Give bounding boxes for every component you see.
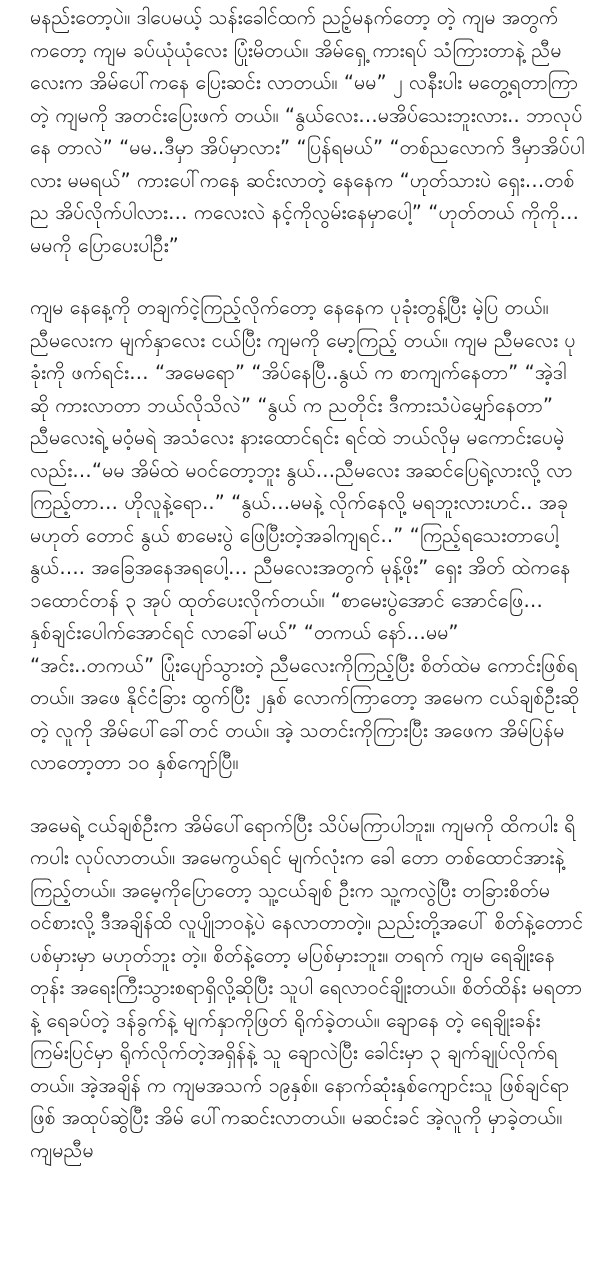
paragraph-3: အမေရဲ့ ငယ်ချစ်ဦးက အိမ်ပေါ်ရောက်ပြီး သိပ်မကြာပါဘူး။ ကျမကို ထိကပါး ရိကပါး လုပ်လာတယ်။ အမေကွယ်ရင် မျက်လုံးက ခေါ တော တစ်ထောင်အားနဲ့ ကြည့်တယ်။ အမေ့ကိုပြောတော့ သူ့ငယ်ချစ် ဦးက သူ့ကလွဲပြီး တခြားစိတ်မဝင်စားလို့ ဒီအချိန်ထိ လူပျိုဘဝနဲ့ပဲ နေလာတာတဲ့။ ညည်းတို့အပေါ် စိတ်နဲ့တောင် ပစ်မှားမှာ မဟုတ်ဘူး တဲ့။ စိတ်နဲ့တော့ မပြစ်မှားဘူး။ တရက် ကျမ ရေချိုးနေတုန်း အရေးကြီးသွားစရာရှိလို့ဆိုပြီး သူပါ ရေလာဝင်ချိုးတယ်။ စိတ်ထိန်း မရတာနဲ့ ရေခပ်တဲ့ ဒန်ခွက်နဲ့ မျက်နှာကိုဖြတ် ရိုက်ခဲ့တယ်။ ချောနေ တဲ့ ရေချိုးခန်းကြမ်းပြင်မှာ ရိုက်လိုက်တဲ့အရှိန်နဲ့ သူ ချောလဲပြီး ခေါင်းမှာ ၃ ချက်ချုပ်လိုက်ရတယ်။ အဲ့အချိန် က ကျမအသက် ၁၉နှစ်။ နောက်ဆုံးနှစ်ကျောင်းသူ ဖြစ်ချင်ရာဖြစ် အထုပ်ဆွဲပြီး အိမ် ပေါ်ကဆင်းလာတယ်။ မဆင်းခင် အဲ့လူကို မှာခဲ့တယ်။ ကျမညီမ xyxy=(30,813,590,1162)
paragraph-1: မနည်းတော့ပဲ။ ဒါပေမယ့် သန်းခေါင်ထက် ညဥ့်မနက်တော့ တဲ့ ကျမ အတွက်ကတော့ ကျမ ခပ်ယုံယုံလေး ပြုံးမိတယ်။ အိမ်ရှေ့ ကားရပ် သံကြားတာနဲ့ ညီမလေးက အိမ်ပေါ်ကနေ ပြေးဆင်း လာတယ်။ “မမ” ၂ လနီးပါး မတွေ့ရတာကြာတဲ့ ကျမကို အတင်းပြေးဖက် တယ်။ “နွယ်လေး…မအိပ်သေးဘူးလား.. ဘာလုပ်နေ တာလဲ” “မမ..ဒီမှာ အိပ်မှာလား” “ပြန်ရမယ်” “တစ်ညလောက် ဒီမှာအိပ်ပါ လား မမရယ်” ကားပေါ်ကနေ ဆင်းလာတဲ့ နေနေက “ဟုတ်သားပဲ ရှေး…တစ်ည အိပ်လိုက်ပါလား… ကလေးလဲ နင့်ကိုလွမ်းနေမှာပေါ့” “ဟုတ်တယ် ကိုကို…မမကို ပြောပေးပါဦး” xyxy=(30,6,591,257)
paragraph-2: ကျမ နေနေ့ကို တချက်ငဲ့ကြည့်လိုက်တော့ နေနေက ပုခုံးတွန့်ပြီး မဲ့ပြ တယ်။ ညီမလေးက မျက်နှာလေး ငယ်ပြီး ကျမကို မော့ကြည့် တယ်။ ကျမ ညီမလေး ပုခုံးကို ဖက်ရင်း… “အမေရော” “အိပ်နေပြီ..နွယ် က စာကျက်နေတာ” “အဲ့ဒါဆို ကားလာတာ ဘယ်လိုသိလဲ” “နွယ် က ညတိုင်း ဒီကားသံပဲမျှော်နေတာ” ညီမလေးရဲ့ မဝံ့မရဲ အသံလေး နားထောင်ရင်း ရင်ထဲ ဘယ်လိုမှ မကောင်းပေမဲ့ လည်း…“မမ အိမ်ထဲ မဝင်တော့ဘူး နွယ်…ညီမလေး အဆင်ပြေရဲ့လားလို့ လာကြည့်တာ… ဟိုလူနဲ့ရော..” “နွယ်…မမနဲ့ လိုက်နေလို့ မရဘူးလားဟင်.. အခုမဟုတ် တောင် နွယ် စာမေးပွဲ ဖြေပြီးတဲ့အခါကျရင်..” “ကြည့်ရသေးတာပေါ့ နွယ်…. အခြေအနေအရပေါ့… ညီမလေးအတွက် မုန့်ဖိုး” ရှေး အိတ် ထဲကနေ ၁ထောင်တန် ၃ အုပ် ထုတ်ပေးလိုက်တယ်။ “စာမေးပွဲအောင် အောင်ဖြေ… နှစ်ချင်းပေါက်အောင်ရင် လာခေါ်မယ်” “တကယ် နော်…မမ” “အင်း..တကယ်” ပြုံးပျော်သွားတဲ့ ညီမလေးကိုကြည့်ပြီး စိတ်ထဲမ ကောင်းဖြစ်ရတယ်။ အဖေ နိုင်ငံခြား ထွက်ပြီး ၂နှစ် လောက်ကြာတော့ အမေက ငယ်ချစ်ဦးဆိုတဲ့ လူကို အိမ်ပေါ်ခေါ်တင် တယ်။ အဲ့ သတင်းကိုကြားပြီး အဖေက အိမ်ပြန်မလာတော့တာ ၁၀ နှစ်ကျော်ပြီ။ xyxy=(30,296,580,774)
